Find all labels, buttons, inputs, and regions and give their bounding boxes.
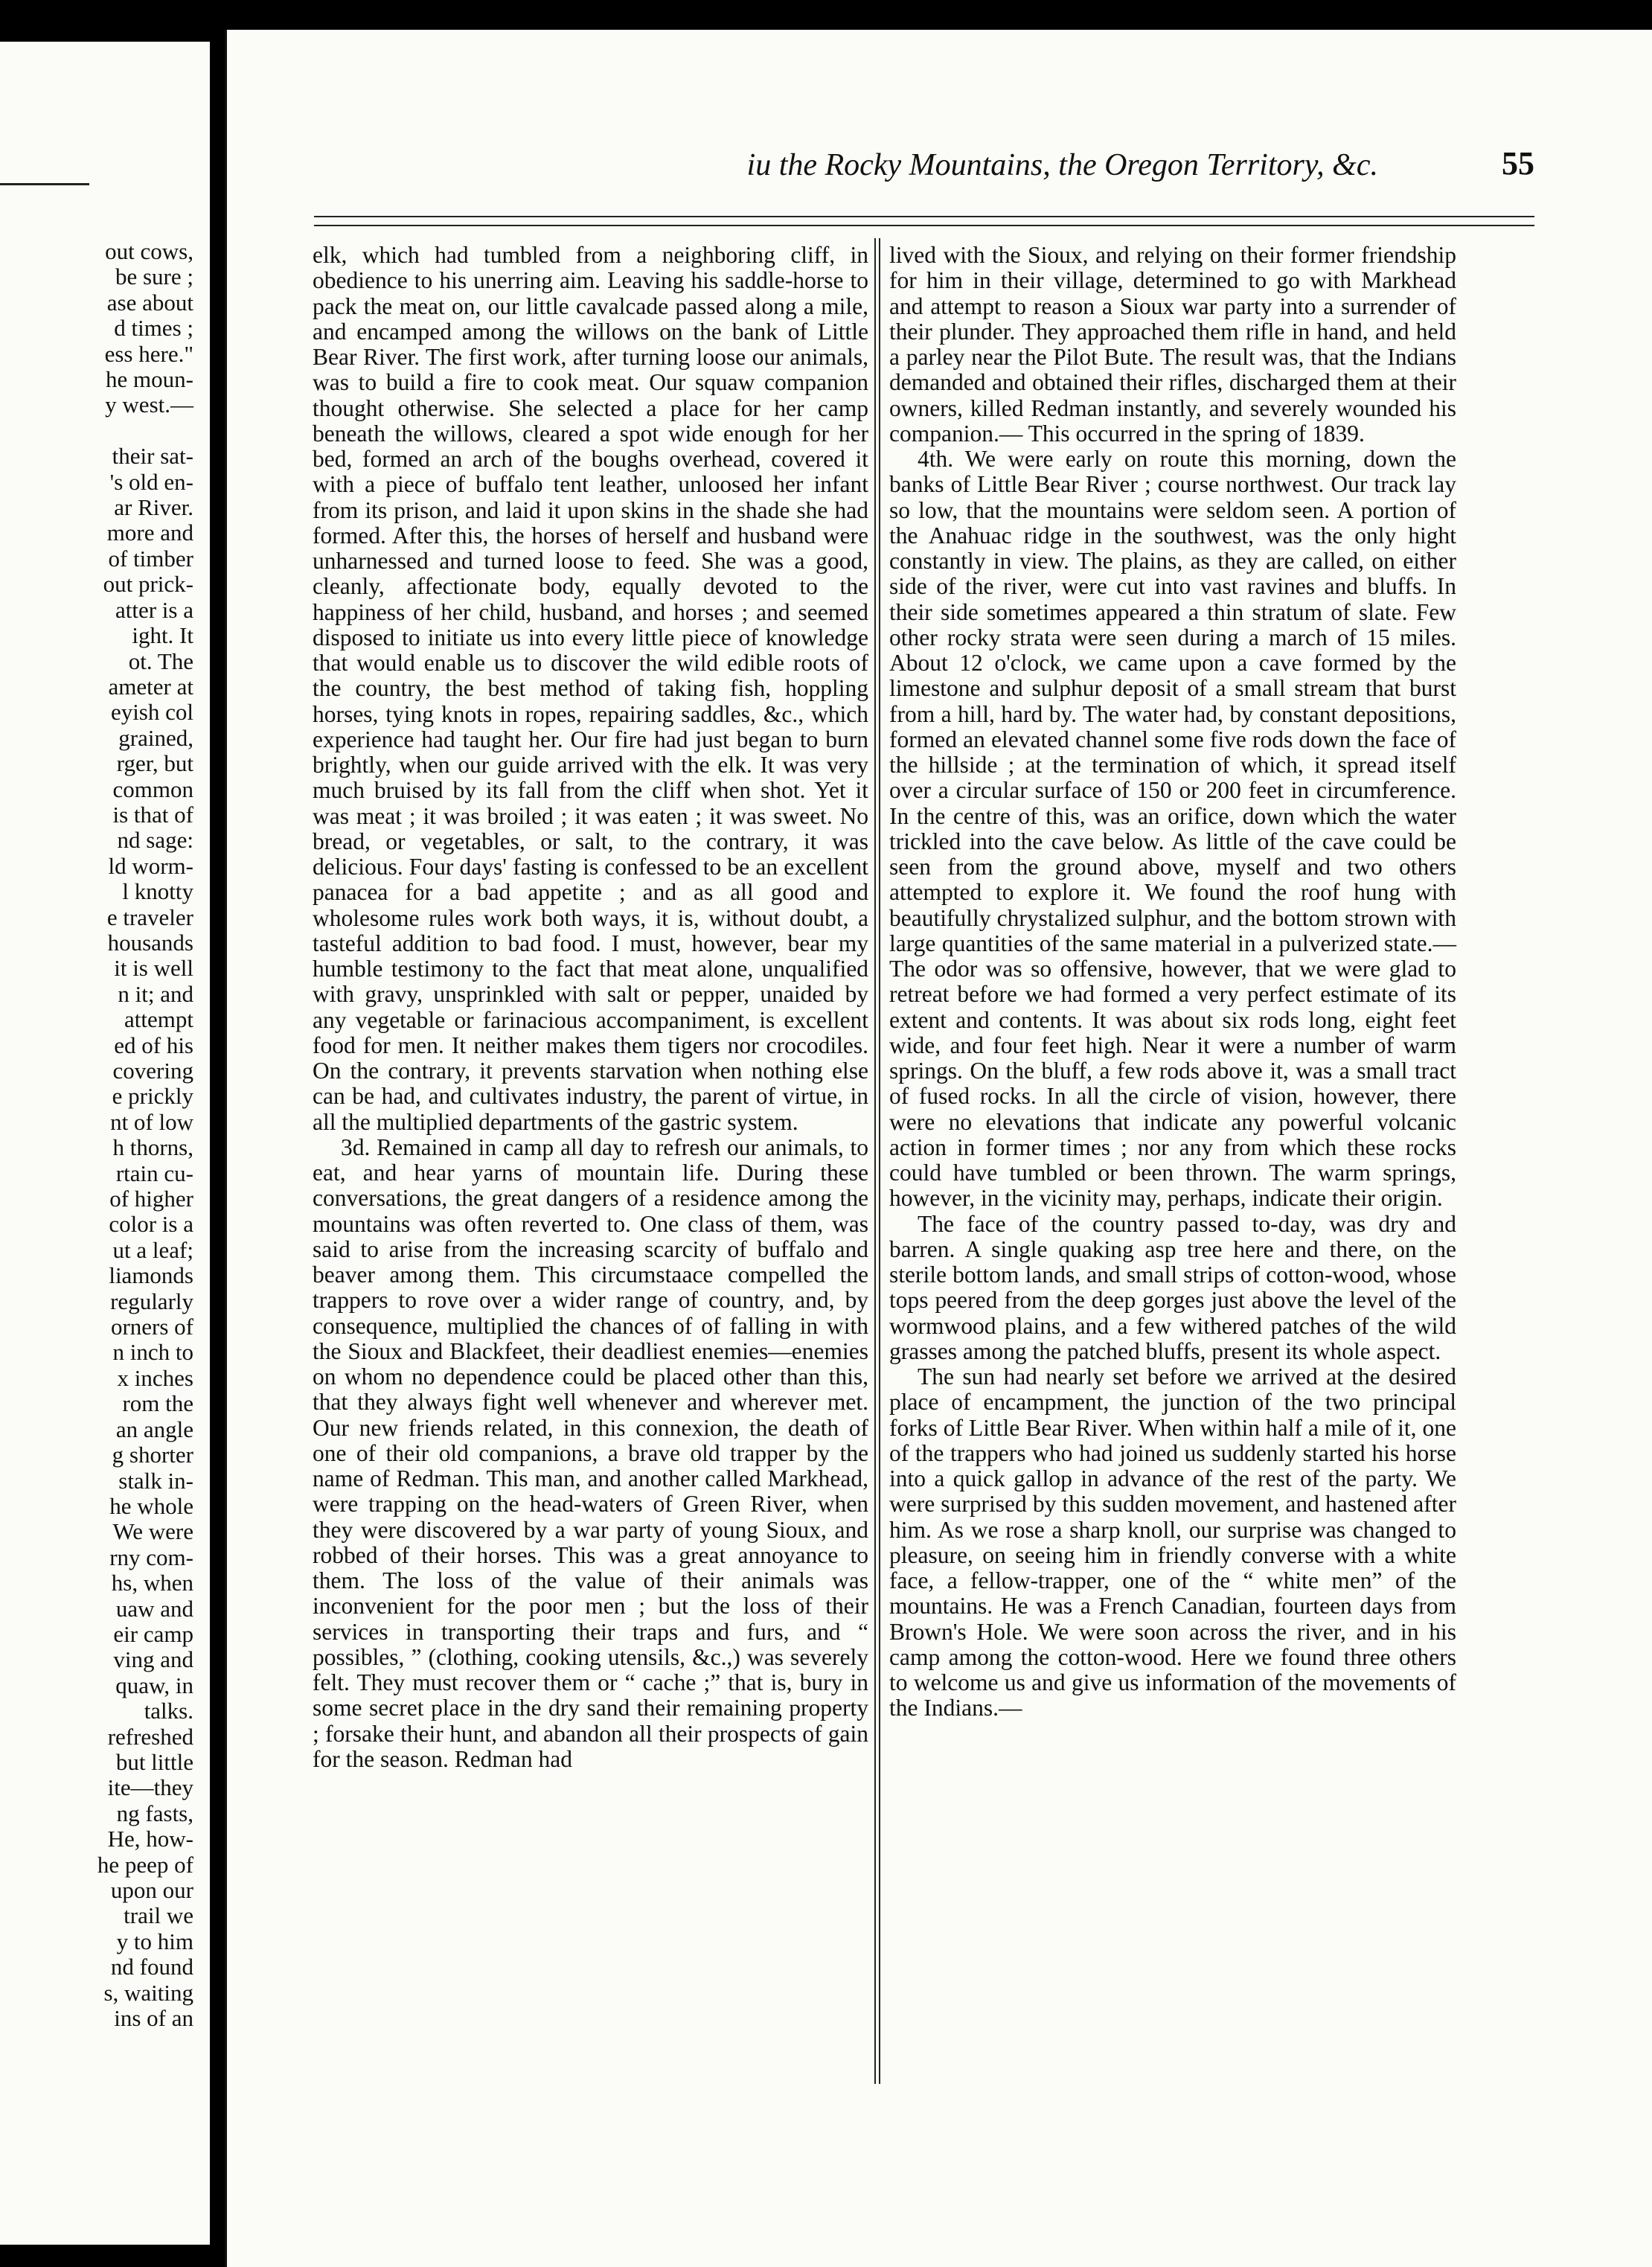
facing-page-line: s, waiting	[103, 1979, 193, 2006]
paragraph: elk, which had tumbled from a neighboring cliff, in obedience to his unerring aim. Leaving his saddle-horse to pack the meat on, our little cavalcade passed along a mile, and encamped among the willows on the bank of Little Bear River. The first work, after turning loose our animals, was to build a fire to cook meat. Our squaw companion thought otherwise. She selected a place for her camp beneath the willows, cleared a spot wide enough for her bed, formed an arch of the boughs overhead, covered it with a piece of buffalo tent leather, unloosed her infant from its prison, and laid it upon skins in the shade she had formed. After this, the horses of herself and husband were unharnessed and turned loose to feed. She was a good, cleanly, affectionate body, equally devoted to the happiness of her child, husband, and horses ; and seemed disposed to initiate us into every little piece of knowledge that would enable us to discover the wild edible roots of the country, the best method of taking fish, hoppling horses, tying knots in ropes, repairing saddles, &c., which experience had taught her. Our fire had just began to burn brightly, when our guide arrived with the elk. It was very much bruised by its fall from the cliff when shot. Yet it was meat ; it was broiled ; it was eaten ; it was sweet. No bread, or vegetables, or salt, to the contrary, it was delicious. Four days' fasting is confessed to be an excellent panacea for a bad appetite ; and as all good and wholesome rules work both ways, it is, without doubt, a tasteful addition to bad food. I must, however, bear my humble testimony to the fact that meat alone, unqualified with gravy, unsprinkled with salt or pepper, unaided by any vegetable or farinacious accompaniment, is excellent food for men. It neither makes them tigers nor crocodiles. On the contrary, it prevents starvation when nothing else can be had, and cultivates industry, the parent of virtue, in all the multiplied departments of the gastric system.	[313, 242, 868, 1135]
facing-page-line: regularly	[110, 1288, 193, 1314]
facing-page-line: out cows,	[105, 238, 193, 264]
paragraph: 3d. Remained in camp all day to refresh our animals, to eat, and hear yarns of mountain life. During these conversations, the great dangers of a residence among the mountains was often reverted to. One class of them, was said to arise from the increasing scarcity of buffalo and beaver among them. This circumstaace compelled the trappers to rove over a wider range of country, and, by consequence, multiplied the chances of of falling in with the Sioux and Blackfeet, their deadliest enemies—enemies on whom no dependence could be placed other than this, that they always fight well whenever and wherever met. Our new friends related, in this connexion, the death of one of their old companions, a brave old trapper by the name of Redman. This man, and another called Markhead, were trapping on the head-waters of Green River, when they were discovered by a war party of young Sioux, and robbed of their horses. This was a great annoyance to them. The loss of the value of their animals was inconvenient for the poor men ; but the loss of their services in transporting their traps and furs, and “ possibles, ” (clothing, cooking utensils, &c.,) was severely felt. They must recover them or “ cache ;” that is, bury in some secret place in the dry sand their remaining property ; forsake their hunt, and abandon all their prospects of gain for the season. Redman had	[313, 1134, 868, 1772]
facing-page-line: talks.	[144, 1698, 193, 1724]
facing-page-line: ite—they	[107, 1774, 193, 1801]
facing-page-line: e traveler	[106, 904, 193, 930]
facing-page-line: ar River.	[114, 494, 193, 521]
facing-page-line: n inch to	[112, 1339, 193, 1366]
facing-page-line: but little	[115, 1748, 193, 1775]
facing-page-line: We were	[112, 1518, 193, 1545]
facing-page-line: liamonds	[109, 1262, 193, 1289]
paragraph: lived with the Sioux, and relying on their former friendship for him in their village, determined to go with Markhead and attempt to reason a Sioux war party into a surrender of their plunder. They approached them rifle in hand, and held a parley near the Pilot Bute. The result was, that the Indians demanded and obtained their rifles, discharged them at their owners, killed Redman instantly, and severely wounded his companion.— This occurred in the spring of 1839.	[889, 242, 1456, 447]
facing-page-line: eir camp	[113, 1620, 193, 1647]
facing-page-line	[0, 418, 193, 444]
facing-page-line: he whole	[109, 1492, 193, 1519]
facing-page-line: hs, when	[111, 1570, 193, 1596]
facing-page-line: common	[112, 776, 193, 802]
facing-page-line: 's old en-	[109, 468, 193, 495]
facing-page-line: n it; and	[118, 980, 193, 1007]
facing-page-line: housands	[107, 929, 193, 956]
facing-page-line: trail we	[124, 1902, 193, 1929]
facing-page-text	[0, 239, 193, 2031]
header-rule	[314, 225, 1534, 226]
running-head: iu the Rocky Mountains, the Oregon Territory, &c.	[746, 148, 1378, 182]
facing-page-line: is that of	[112, 801, 193, 828]
facing-page-line: he moun-	[106, 366, 193, 393]
facing-page-line: d times ;	[114, 315, 193, 342]
facing-page-line: their sat-	[112, 443, 193, 470]
facing-page-line: upon our	[110, 1877, 193, 1903]
facing-page-line: be sure ;	[115, 263, 193, 290]
facing-page-line: atter is a	[115, 596, 193, 623]
facing-page-line: nt of low	[110, 1108, 193, 1135]
text-column-right	[889, 243, 1456, 1721]
facing-page-line: covering	[112, 1058, 193, 1084]
column-divider	[874, 238, 876, 2084]
facing-page-line: orners of	[110, 1314, 193, 1340]
facing-page-line: g shorter	[112, 1442, 193, 1468]
facing-page-line: rom the	[122, 1390, 193, 1417]
facing-page-line: x inches	[117, 1364, 193, 1391]
facing-page-line: He, how-	[107, 1826, 193, 1852]
paragraph: 4th. We were early on route this morning, down the banks of Little Bear River ; course northwest. Our track lay so low, that the mountains were seldom seen. A portion of the Anahuac ridge in the southwest, was the only hight constantly in view. The plains, as they are called, on either side of the river, were cut into vast ravines and bluffs. In their side sometimes appeared a thin stratum of slate. Few other rocky strata were seen during a march of 15 miles. About 12 o'clock, we came upon a cave formed by the limestone and sulphur deposit of a small stream that burst from a hill, hard by. The water had, by constant depositions, formed an elevated channel some five rods down the face of the hillside ; at the termination of which, it spread itself over a circular surface of 150 or 200 feet in circumference. In the centre of this, was an orifice, down which the water trickled into the cave below. As little of the cave could be seen from the ground above, myself and two others attempted to explore it. We found the roof hung with beautifully chrystalized sulphur, and the bottom strown with large quantities of the same material in a pulverized state.— The odor was so offensive, however, that we were glad to retreat before we had formed a very perfect estimate of its extent and contents. It was about six rods long, eight feet wide, and four feet high. Near it were a number of warm springs. On the bluff, a few rods above it, was a small tract of fused rocks. In all the circle of vision, however, there were no elevations that indicate any powerful volcanic action in former times ; nor any from which these rocks could have tumbled or been thrown. The warm springs, however, in the vicinity may, perhaps, indicate their origin.	[889, 446, 1456, 1212]
facing-page-line: ight. It	[132, 622, 193, 649]
facing-page-line: ld worm-	[108, 852, 193, 879]
facing-page-line: stalk in-	[118, 1467, 193, 1494]
facing-page-line: attempt	[124, 1006, 193, 1033]
paragraph: The sun had nearly set before we arrived at the desired place of encampment, the junction of the two principal forks of Little Bear River. When within half a mile of it, one of the trappers who had joined us suddenly started his horse into a quick gallop in advance of the rest of the party. We were surprised by this sudden movement, and hastened after him. As we rose a sharp knoll, our surprise was changed to pleasure, on seeing him in friendly converse with a white face, a fellow-trapper, one of the “ white men” of the mountains. He was a French Canadian, fourteen days from Brown's Hole. We were soon across the river, and in his camp among the cotton-wood. Here we found three others to welcome us and give us information of the movements of the Indians.—	[889, 1363, 1456, 1721]
facing-page-line: color is a	[109, 1211, 193, 1238]
facing-page-rule	[0, 183, 89, 185]
facing-page-line: l knotty	[122, 878, 193, 905]
paragraph: The face of the country passed to-day, was dry and barren. A single quaking asp tree here and there, on the sterile bottom lands, and small strips of cotton-wood, whose tops peered from the deep gorges just above the level of the wormwood plains, and a few withered patches of the wild grasses among the patched bluffs, present its whole aspect.	[889, 1210, 1456, 1364]
text-column-left	[313, 243, 868, 1772]
facing-page-line: uaw and	[115, 1595, 193, 1622]
facing-page-fragment	[0, 42, 210, 2245]
facing-page-line: more and	[106, 519, 193, 546]
page-edge	[225, 30, 227, 2267]
facing-page-line: grained,	[118, 724, 193, 751]
facing-page-line: e prickly	[112, 1083, 193, 1110]
facing-page-line: ameter at	[108, 673, 193, 700]
column-divider	[879, 238, 880, 2084]
page-number: 55	[1502, 145, 1534, 182]
facing-page-line: rny com-	[109, 1544, 193, 1570]
facing-page-line: eyish col	[110, 699, 193, 726]
facing-page-line: h thorns,	[112, 1134, 193, 1161]
facing-page-line: nd sage:	[117, 827, 193, 854]
facing-page-line: y west.—	[105, 391, 193, 418]
facing-page-line: nd found	[110, 1954, 193, 1980]
facing-page-line: it is well	[114, 955, 193, 982]
facing-page-line: ed of his	[114, 1032, 193, 1058]
facing-page-line: y to him	[116, 1928, 193, 1954]
facing-page-line: quaw, in	[115, 1672, 193, 1698]
facing-page-line: ving and	[113, 1646, 193, 1673]
facing-page-line: of timber	[108, 545, 193, 572]
facing-page-line: ins of an	[114, 2005, 193, 2032]
facing-page-line: out prick-	[103, 571, 193, 598]
facing-page-line: ng fasts,	[116, 1800, 193, 1826]
facing-page-line: ot. The	[128, 648, 193, 674]
facing-page-line: ess here."	[104, 340, 193, 367]
facing-page-line: rger, but	[116, 750, 193, 777]
facing-page-line: ase about	[106, 289, 193, 316]
facing-page-line: he peep of	[97, 1851, 193, 1878]
facing-page-line: rtain cu-	[115, 1160, 193, 1186]
facing-page-line: refreshed	[107, 1723, 193, 1750]
page-header	[299, 147, 1534, 192]
book-page	[225, 30, 1652, 2267]
facing-page-line: an angle	[115, 1416, 193, 1442]
header-rule	[314, 216, 1534, 217]
facing-page-line: ut a leaf;	[112, 1236, 193, 1263]
facing-page-line: of higher	[109, 1186, 193, 1212]
